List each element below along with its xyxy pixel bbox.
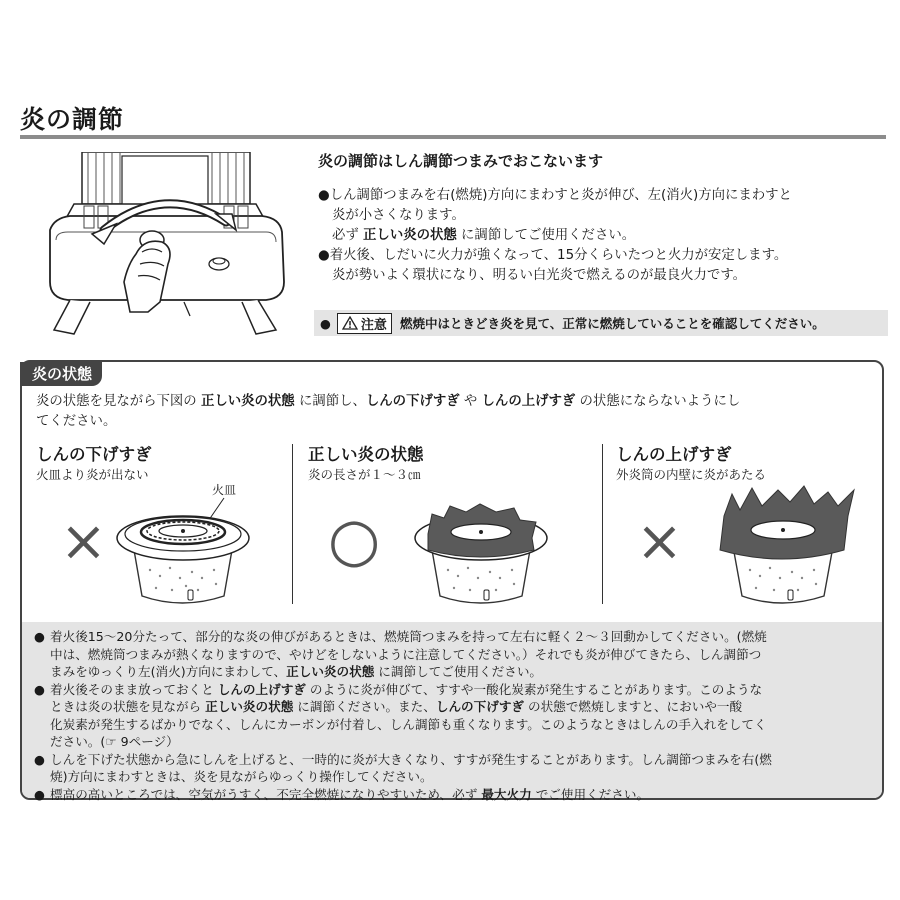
intro-text: 炎の状態を見ながら下図の <box>36 394 201 409</box>
emphasis-text: 最大火力 <box>481 786 532 802</box>
wick-too-low-burner <box>52 478 272 616</box>
caution-label: 注意 <box>360 317 387 333</box>
flame-state-intro <box>36 392 876 432</box>
intro-text: てください。 <box>36 414 117 429</box>
ok-circle-mark: ○ <box>328 505 381 575</box>
note-text: 着火後そのまま放っておくと <box>50 681 218 697</box>
fire-dish-callout: 火皿 <box>212 483 237 497</box>
wick-too-low-title: しんの下げすぎ <box>36 445 152 464</box>
wick-too-high-desc: 外炎筒の内壁に炎があたる <box>616 467 767 482</box>
instruction-line <box>318 186 898 206</box>
warning-triangle-icon <box>342 316 358 330</box>
note-text: しんを下げた状態から急にしんを上げると、一時的に炎が大きくなり、すすが発生することがあります。しん調節つまみを右(燃 <box>50 751 772 767</box>
caution-bar <box>314 310 888 336</box>
intro-text: の状態にならないようにし <box>575 394 741 409</box>
intro-text: に調節し、 <box>294 394 366 409</box>
note-text: 化炭素が発生するばかりでなく、しんにカーボンが付着し、しん調節も重くなります。このようなときはしんの手入れをしてく <box>50 716 767 732</box>
instruction-line <box>318 226 898 246</box>
emphasis-text: しんの下げすぎ <box>435 699 524 714</box>
instruction-text: しん調節つまみを右(燃焼)方向にまわすと炎が伸び、左(消火)方向にまわすと <box>329 188 792 203</box>
caution-text: 燃焼中はときどき炎を見て、正常に燃焼していることを確認してください。 <box>399 316 825 331</box>
title-rule <box>20 135 886 139</box>
instruction-text: 必ず <box>332 228 364 243</box>
emphasis-text: 正しい炎の状態 <box>363 228 457 243</box>
wick-too-high-burner <box>628 476 878 616</box>
note-text: に調節してご使用ください。 <box>374 664 543 679</box>
emphasis-text: しんの下げすぎ <box>365 394 460 409</box>
emphasis-text: 正しい炎の状態 <box>200 394 295 409</box>
note-text: の状態で燃焼しますと、においや一酸 <box>524 699 743 714</box>
note-text: ときは炎の状態を見ながら <box>50 699 206 714</box>
note-text: 焼)方向にまわすときは、炎を見ながらゆっくり操作してください。 <box>50 769 433 784</box>
correct-flame-desc: 炎の長さが１～３㎝ <box>308 467 421 482</box>
note-text: まみをゆっくり左(消火)方向にまわして、 <box>50 664 287 679</box>
intro-text: や <box>459 394 482 409</box>
control-instructions <box>318 186 898 286</box>
note-text: のように炎が伸びて、すすや一酸化炭素が発生することがあります。このような <box>305 681 763 697</box>
note-text: 標高の高いところでは、空気がうすく、不完全燃焼になりやすいため、必ず <box>50 786 482 802</box>
instruction-text: 着火後、しだいに火力が強くなって、15分くらいたつと火力が安定します。 <box>329 248 788 263</box>
heater-knob-illustration <box>44 152 294 342</box>
bullet: ● <box>34 681 45 697</box>
emphasis-text: しんの上げすぎ <box>217 681 306 697</box>
correct-flame-burner <box>320 478 580 616</box>
emphasis-text: しんの上げすぎ <box>481 394 576 409</box>
column-divider <box>292 444 293 604</box>
emphasis-text: 正しい炎の状態 <box>205 699 294 714</box>
note-item <box>34 751 872 786</box>
note-text: に調節ください。また、 <box>293 699 436 714</box>
ng-cross-mark: × <box>636 509 683 574</box>
bullet: ● <box>34 786 45 802</box>
pointing-hand-icon: ☞ <box>105 734 117 749</box>
notes-box <box>22 622 882 802</box>
bullet: ● <box>318 248 330 263</box>
bullet: ● <box>34 751 45 767</box>
bullet: ● <box>34 629 45 644</box>
caution-label-box <box>337 313 392 334</box>
ng-cross-mark: × <box>60 509 107 574</box>
note-item <box>34 786 872 804</box>
note-text: ださい。( <box>50 734 106 749</box>
wick-too-low-desc: 火皿より炎が出ない <box>36 467 149 482</box>
flame-state-tab: 炎の状態 <box>20 362 102 386</box>
section-heading: 炎の調節はしん調節つまみでおこないます <box>318 152 604 170</box>
note-item <box>34 628 872 681</box>
note-text: 着火後15～20分たって、部分的な炎の伸びがあるときは、燃焼筒つまみを持って左右に軽く２～３回動かしてください。(燃焼 <box>50 629 767 644</box>
column-divider <box>602 444 603 604</box>
note-text: 中は、燃焼筒つまみが熱くなりますので、やけどをしないように注意してください。）それでも炎が伸びてきたら、しん調節つ <box>50 646 762 662</box>
note-item <box>34 681 872 751</box>
bullet: ● <box>320 315 331 331</box>
wick-too-high-title: しんの上げすぎ <box>616 445 732 464</box>
instruction-line: 炎が勢いよく環状になり、明るい白光炎で燃えるのが最良火力です。 <box>332 268 747 283</box>
page-title: 炎の調節 <box>20 105 125 134</box>
correct-flame-title: 正しい炎の状態 <box>308 445 424 464</box>
instruction-text: に調節してご使用ください。 <box>456 228 636 243</box>
instruction-line <box>318 246 898 266</box>
note-text: 9ページ） <box>116 734 179 749</box>
note-text: でご使用ください。 <box>531 786 650 802</box>
bullet: ● <box>318 188 330 203</box>
emphasis-text: 正しい炎の状態 <box>286 664 375 679</box>
instruction-line: 炎が小さくなります。 <box>332 208 465 223</box>
